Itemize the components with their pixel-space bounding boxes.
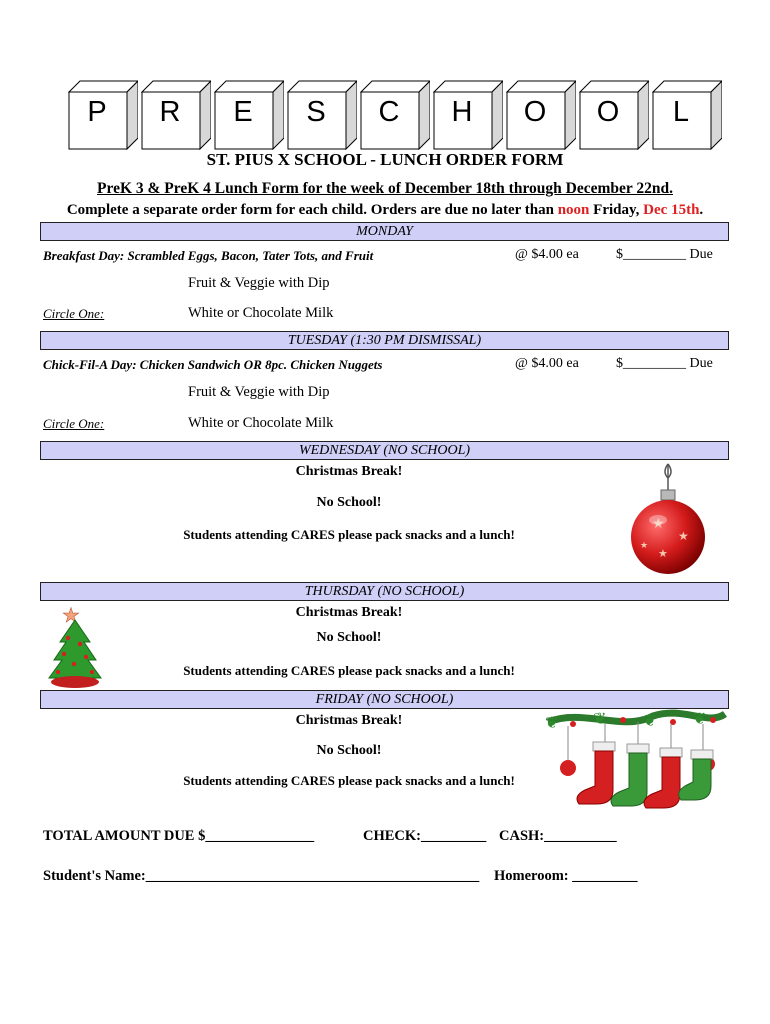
monday-item: Breakfast Day: Scrambled Eggs, Bacon, Tater Tots, and Fruit [43, 248, 374, 263]
christmas-tree-image [46, 602, 104, 690]
day-header-monday: MONDAY [40, 222, 729, 241]
wednesday-line2: No School! [316, 495, 382, 510]
monday-side: Fruit & Veggie with Dip [188, 275, 330, 291]
monday-circle-label: Circle One: [43, 306, 105, 321]
svg-text:★: ★ [640, 541, 649, 551]
letter: P [87, 96, 107, 128]
friday-line1: Christmas Break! [295, 713, 403, 728]
student-name-field[interactable]: Student's Name:______________________________________________ [43, 868, 480, 884]
letter: L [672, 96, 690, 128]
form-subtitle: PreK 3 & PreK 4 Lunch Form for the week of December 18th through December 22nd. [97, 180, 673, 197]
svg-text:❦: ❦ [545, 713, 559, 732]
letter-block [506, 80, 576, 150]
form-title: ST. PIUS X SCHOOL - LUNCH ORDER FORM [206, 150, 564, 169]
tuesday-item: Chick-Fil-A Day: Chicken Sandwich OR 8pc. Chicken Nuggets [43, 357, 383, 372]
instructions-text: Complete a separate order form for each child. Orders are due no later than [66, 202, 558, 218]
svg-text:★: ★ [678, 529, 689, 543]
letter: O [523, 96, 547, 128]
wednesday-line1: Christmas Break! [295, 464, 403, 479]
total-amount-due-field[interactable]: TOTAL AMOUNT DUE $_______________ [43, 828, 315, 844]
tuesday-milk-choice[interactable]: White or Chocolate Milk [188, 415, 334, 431]
letter-block [141, 80, 211, 150]
day-header-tuesday: TUESDAY (1:30 PM DISMISSAL) [40, 331, 729, 350]
monday-due-field[interactable]: $_________ Due [616, 247, 713, 262]
svg-text:❦: ❦ [643, 711, 657, 730]
letter-block [360, 80, 430, 150]
letter: E [233, 96, 253, 128]
svg-text:★: ★ [62, 603, 80, 627]
letter: S [306, 96, 326, 128]
thursday-line3: Students attending CARES please pack snacks and a lunch! [183, 663, 515, 678]
monday-price: @ $4.00 ea [515, 247, 579, 262]
monday-milk-choice[interactable]: White or Chocolate Milk [188, 305, 334, 321]
svg-text:★: ★ [658, 547, 668, 560]
homeroom-field[interactable]: Homeroom: _________ [494, 868, 638, 884]
christmas-stockings-image [543, 706, 728, 818]
check-field[interactable]: CHECK:_________ [363, 828, 487, 844]
instructions-noon: noon [557, 202, 590, 218]
tuesday-price: @ $4.00 ea [515, 356, 579, 371]
svg-text:❦: ❦ [693, 709, 707, 728]
instructions-text: . [699, 202, 704, 218]
letter-block [433, 80, 503, 150]
letter-block [652, 80, 722, 150]
day-header-thursday: THURSDAY (NO SCHOOL) [40, 582, 729, 601]
tuesday-due-field[interactable]: $_________ Due [616, 356, 713, 371]
instructions-text: Friday, [589, 202, 644, 218]
letter-block [214, 80, 284, 150]
letter: H [451, 96, 473, 128]
cash-field[interactable]: CASH:__________ [499, 828, 617, 844]
letter-block [68, 80, 138, 150]
thursday-line1: Christmas Break! [295, 605, 403, 620]
tuesday-circle-label: Circle One: [43, 416, 105, 431]
form-instructions [0, 202, 770, 219]
tuesday-side: Fruit & Veggie with Dip [188, 384, 330, 400]
letter-block [579, 80, 649, 150]
christmas-ornament-image [628, 462, 708, 577]
day-header-friday: FRIDAY (NO SCHOOL) [40, 690, 729, 709]
instructions-date: Dec 15th [643, 202, 700, 218]
preschool-blocks [68, 80, 718, 150]
letter: R [159, 96, 181, 128]
letter: O [596, 96, 620, 128]
svg-text:❦: ❦ [593, 709, 607, 728]
friday-line2: No School! [316, 743, 382, 758]
day-header-wednesday: WEDNESDAY (NO SCHOOL) [40, 441, 729, 460]
friday-line3: Students attending CARES please pack snacks and a lunch! [183, 773, 515, 788]
wednesday-line3: Students attending CARES please pack snacks and a lunch! [183, 527, 515, 542]
letter-block [287, 80, 357, 150]
svg-text:★: ★ [652, 516, 665, 532]
thursday-line2: No School! [316, 630, 382, 645]
letter: C [378, 96, 400, 128]
